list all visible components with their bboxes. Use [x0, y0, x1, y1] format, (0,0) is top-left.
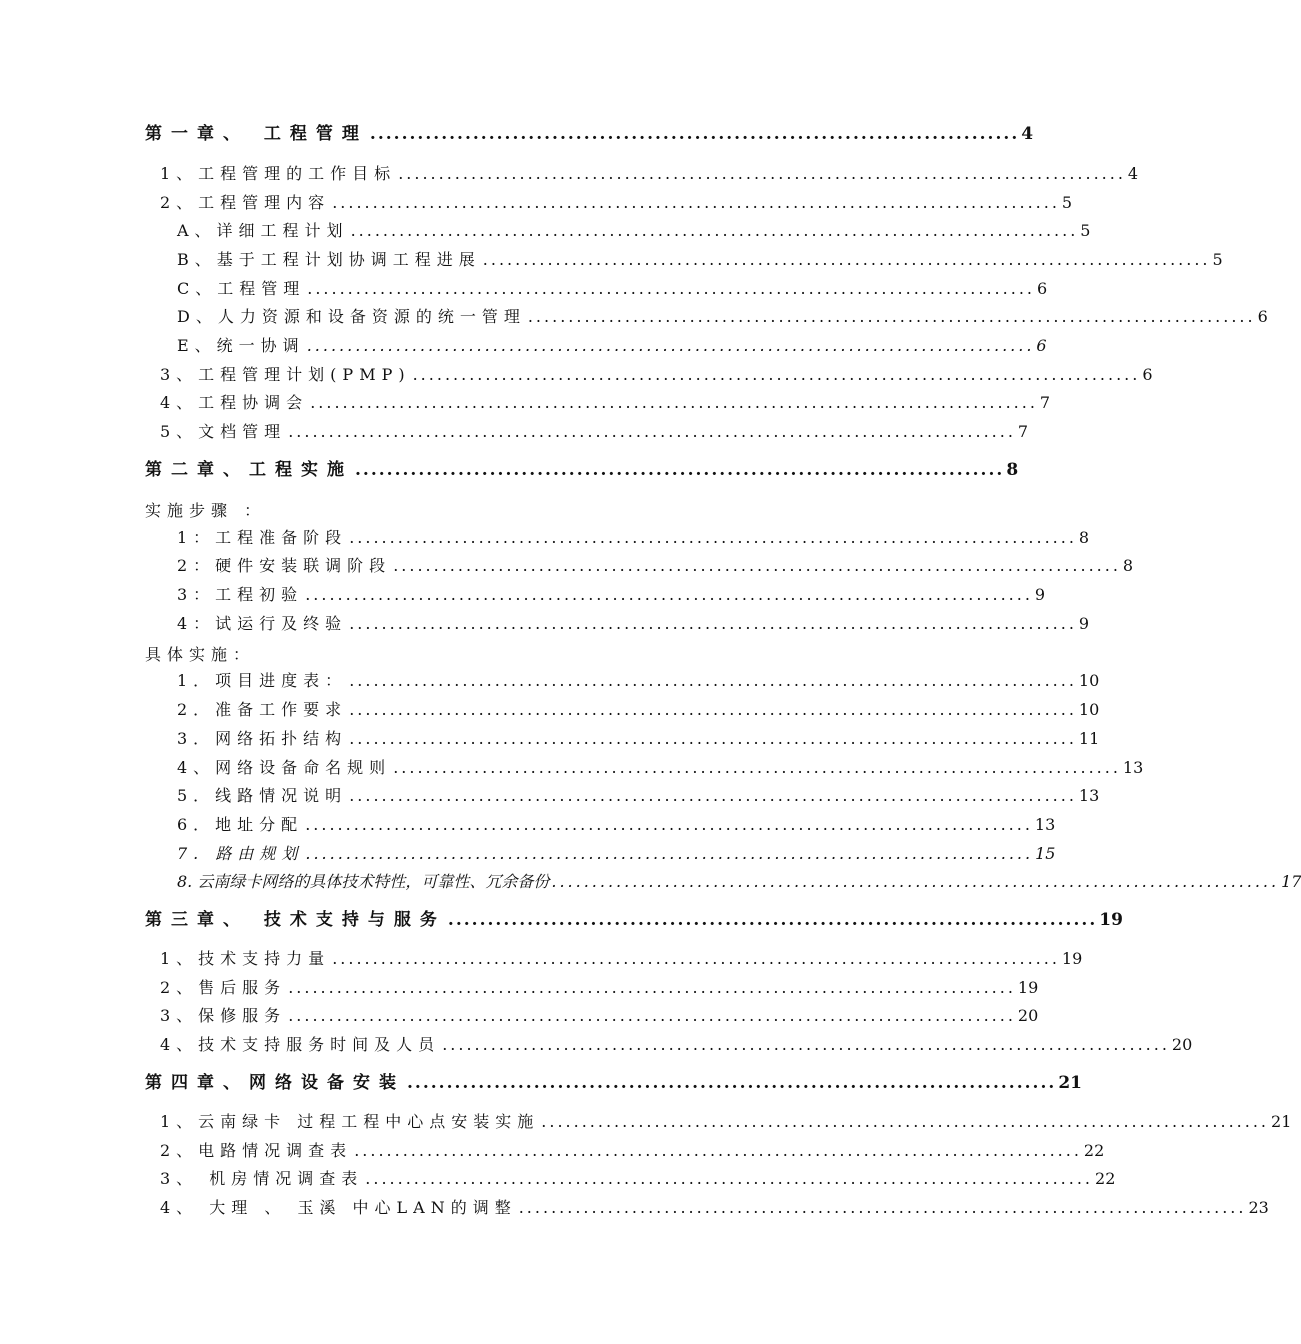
toc-page-number: 20 — [1171, 1035, 1193, 1054]
toc-page-number: 23 — [1248, 1198, 1269, 1217]
toc-entry[interactable] — [160, 193, 1073, 213]
toc-page-number: 9 — [1034, 585, 1046, 604]
toc-label: 第二章、工程实施 — [145, 460, 353, 480]
toc-chapter-2[interactable] — [145, 460, 1019, 480]
toc-entry[interactable] — [177, 872, 1301, 892]
toc-page-number: 5 — [1061, 193, 1073, 212]
toc-page-number: 4 — [1127, 164, 1139, 183]
toc-entry[interactable] — [177, 221, 1091, 241]
toc-entry[interactable] — [177, 786, 1100, 806]
toc-leader: .................................................................................. — [447, 910, 1098, 930]
toc-label: 4、技术支持服务时间及人员 — [160, 1035, 441, 1054]
toc-page-number: 10 — [1078, 700, 1100, 719]
toc-chapter-3[interactable] — [145, 910, 1123, 930]
toc-leader: .......................................................................................... — [442, 1035, 1170, 1054]
toc-leader: .......................................................................................... — [527, 307, 1256, 326]
toc-entry[interactable] — [177, 700, 1100, 720]
toc-entry[interactable] — [177, 250, 1223, 270]
toc-entry[interactable] — [177, 844, 1056, 864]
toc-label: 3：工程初验 — [177, 585, 304, 604]
toc-page-number: 20 — [1017, 1006, 1039, 1025]
toc-leader: .......................................................................................... — [398, 164, 1126, 183]
toc-leader: .......................................................................................... — [307, 279, 1035, 298]
toc-label: 4、网络设备命名规则 — [177, 758, 392, 777]
toc-entry[interactable] — [177, 729, 1100, 749]
toc-entry[interactable] — [177, 279, 1048, 299]
toc-label: 3、保修服务 — [160, 1006, 287, 1025]
toc-page-number: 8 — [1006, 460, 1019, 480]
toc-page-number: 13 — [1034, 815, 1056, 834]
toc-entry[interactable] — [177, 671, 1100, 691]
toc-page-number: 19 — [1017, 978, 1039, 997]
toc-leader: .......................................................................................... — [541, 1112, 1270, 1131]
toc-leader: .................................................................................. — [369, 124, 1020, 144]
toc-page-number: 9 — [1078, 614, 1090, 633]
toc-entry[interactable] — [177, 307, 1268, 327]
toc-chapter-1[interactable] — [145, 124, 1034, 144]
toc-label: 1、工程管理的工作目标 — [160, 164, 397, 183]
toc-leader: .......................................................................................... — [288, 1006, 1016, 1025]
toc-entry[interactable] — [160, 164, 1139, 184]
toc-leader: .......................................................................................... — [305, 815, 1033, 834]
toc-label: 6．地址分配 — [177, 815, 304, 834]
toc-label: 4：试运行及终验 — [177, 614, 348, 633]
toc-label: 1、云南绿卡 过程工程中心点安装实施 — [160, 1112, 540, 1131]
toc-leader: .......................................................................................... — [306, 336, 1035, 355]
toc-entry[interactable] — [160, 978, 1039, 998]
toc-page-number: 17 — [1281, 872, 1301, 891]
toc-page-number: 4 — [1021, 124, 1034, 144]
section-heading: 具体实施： — [145, 645, 256, 664]
toc-label: 第四章、网络设备安装 — [145, 1073, 405, 1093]
toc-page-number: 6 — [1142, 365, 1153, 384]
toc-entry[interactable] — [160, 949, 1083, 969]
toc-entry[interactable] — [160, 1112, 1292, 1132]
toc-entry[interactable] — [160, 1006, 1039, 1026]
toc-page-number: 21 — [1058, 1073, 1082, 1093]
toc-page-number: 6 — [1036, 336, 1047, 355]
toc-entry[interactable] — [177, 528, 1090, 548]
toc-leader: .......................................................................................... — [305, 585, 1033, 604]
toc-page-number: 11 — [1078, 729, 1100, 748]
toc-leader: .......................................................................................... — [310, 393, 1038, 412]
toc-page-number: 19 — [1061, 949, 1083, 968]
toc-leader: .......................................................................................... — [412, 365, 1141, 384]
toc-label: 2、工程管理内容 — [160, 193, 331, 212]
toc-leader: .......................................................................................... — [288, 978, 1016, 997]
toc-leader: .................................................................................. — [355, 460, 1005, 480]
toc-entry[interactable] — [160, 1198, 1269, 1218]
toc-label: 1．项目进度表： — [177, 671, 348, 690]
toc-page-number: 15 — [1035, 844, 1056, 863]
toc-page-number: 5 — [1080, 221, 1091, 240]
toc-page-number: 6 — [1257, 307, 1268, 326]
toc-leader: .......................................................................................... — [349, 786, 1077, 805]
toc-entry[interactable] — [160, 1169, 1116, 1189]
toc-entry[interactable] — [160, 1035, 1193, 1055]
toc-label: A、详细工程计划 — [177, 221, 349, 240]
toc-page-number: 7 — [1039, 393, 1051, 412]
toc-page-number: 8 — [1078, 528, 1090, 547]
toc-leader: .......................................................................................... — [393, 556, 1121, 575]
toc-label: 第三章、 技术支持与服务 — [145, 910, 446, 930]
toc-page-number: 5 — [1212, 250, 1223, 269]
toc-label: 1：工程准备阶段 — [177, 528, 348, 547]
toc-leader: .......................................................................................... — [349, 700, 1077, 719]
toc-leader: .......................................................................................... — [354, 1141, 1082, 1160]
toc-leader: .......................................................................................... — [551, 872, 1280, 891]
toc-page-number: 13 — [1078, 786, 1100, 805]
toc-page-number: 13 — [1122, 758, 1144, 777]
toc-leader: .......................................................................................... — [365, 1169, 1094, 1188]
toc-label: 第一章、 工程管理 — [145, 124, 368, 144]
toc-entry[interactable] — [160, 365, 1153, 385]
toc-label: 1、技术支持力量 — [160, 949, 331, 968]
toc-label: 3．网络拓扑结构 — [177, 729, 348, 748]
toc-label: 4、工程协调会 — [160, 393, 309, 412]
toc-entry[interactable] — [160, 393, 1051, 413]
toc-label: 2、电路情况调查表 — [160, 1141, 353, 1160]
toc-label: 4、 大理 、 玉溪 中心LAN的调整 — [160, 1198, 517, 1217]
toc-label: B、基于工程计划协调工程进展 — [177, 250, 481, 269]
toc-page-number: 22 — [1095, 1169, 1116, 1188]
toc-label: E、统一协调 — [177, 336, 305, 355]
toc-entry[interactable] — [160, 422, 1029, 442]
toc-leader: .......................................................................................... — [288, 422, 1016, 441]
toc-page-number: 7 — [1017, 422, 1029, 441]
toc-entry[interactable] — [177, 614, 1090, 634]
toc-leader: .......................................................................................... — [350, 221, 1079, 240]
toc-entry[interactable] — [177, 556, 1134, 576]
toc-label: 2：硬件安装联调阶段 — [177, 556, 392, 575]
toc-label: 3、工程管理计划(PMP) — [160, 365, 411, 384]
toc-label: 5．线路情况说明 — [177, 786, 348, 805]
toc-label: 5、文档管理 — [160, 422, 287, 441]
toc-entry[interactable] — [177, 815, 1056, 835]
toc-label: 7. 路由规划 — [177, 844, 304, 863]
toc-entry[interactable] — [160, 1141, 1105, 1161]
toc-leader: .......................................................................................... — [332, 949, 1060, 968]
toc-page-number: 19 — [1099, 910, 1123, 930]
toc-leader: .......................................................................................... — [349, 528, 1077, 547]
toc-leader: .................................................................................. — [407, 1073, 1057, 1093]
toc-leader: .......................................................................................... — [349, 671, 1077, 690]
toc-label: 3、 机房情况调查表 — [160, 1169, 364, 1188]
toc-leader: .......................................................................................... — [349, 614, 1077, 633]
toc-page-number: 6 — [1036, 279, 1048, 298]
toc-leader: .......................................................................................... — [482, 250, 1211, 269]
toc-page-number: 22 — [1083, 1141, 1105, 1160]
toc-chapter-4[interactable] — [145, 1073, 1082, 1093]
toc-leader: .......................................................................................... — [349, 729, 1077, 748]
toc-leader: .......................................................................................... — [332, 193, 1060, 212]
toc-label: D、人力资源和设备资源的统一管理 — [177, 307, 526, 326]
toc-page-number: 8 — [1122, 556, 1134, 575]
toc-label: C、工程管理 — [177, 279, 306, 298]
toc-label: 2、售后服务 — [160, 978, 287, 997]
toc-entry[interactable] — [177, 585, 1046, 605]
toc-leader: .......................................................................................... — [393, 758, 1121, 777]
section-heading: 实施步骤 ： — [145, 501, 267, 520]
toc-entry[interactable] — [177, 758, 1144, 778]
toc-label: 2．准备工作要求 — [177, 700, 348, 719]
toc-leader: .......................................................................................... — [518, 1198, 1247, 1217]
toc-leader: .......................................................................................... — [305, 844, 1034, 863]
toc-page-number: 21 — [1271, 1112, 1292, 1131]
toc-page-number: 10 — [1078, 671, 1100, 690]
toc-entry[interactable] — [177, 336, 1047, 356]
toc-label: 8. 云南绿卡网络的具体技术特性，可靠性、冗余备份 — [177, 872, 550, 891]
